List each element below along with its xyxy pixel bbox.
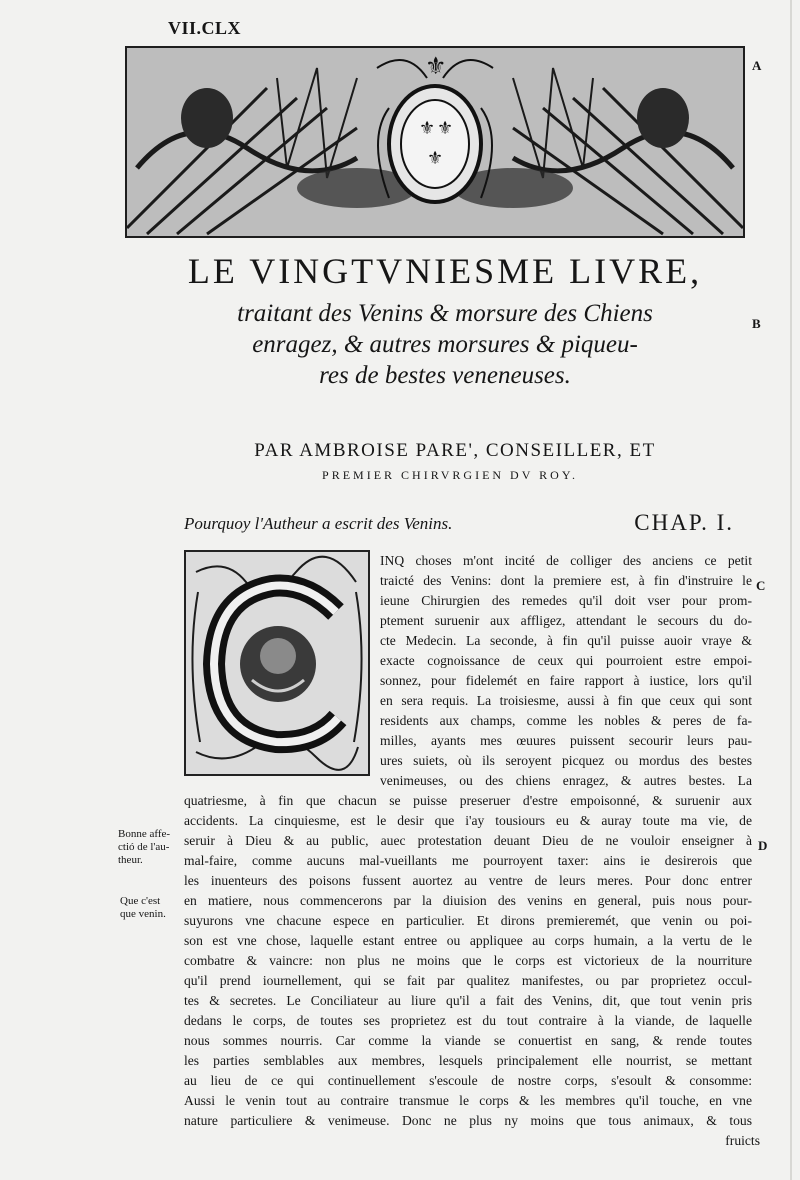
text-line: les inuenteurs des poisons fussent auortez au ventre de leurs meres. Pour donc entrer (184, 873, 752, 888)
chapter-title: Pourquoy l'Autheur a escrit des Venins. (184, 514, 453, 533)
page-number: VII.CLX (168, 18, 242, 38)
text-line: tes & secretes. Le Conciliateur au liure qu'il a fait des Venins, dit, que tout venin pris (184, 993, 752, 1008)
svg-text:⚜: ⚜ (425, 52, 447, 80)
author-line: PAR AMBROISE PARE', CONSEILLER, ET (254, 440, 656, 461)
marginal-note-line: Bonne affe- (118, 828, 171, 840)
text-line: son est vne chose, laquelle estant entree ou appliquee au corps humain, a la vertu de le (184, 933, 752, 948)
subtitle-line: res de bestes veneneuses. (319, 362, 571, 389)
chapter-heading (184, 510, 734, 536)
text-line: milles, ayants mes œuures puissent secourir leurs pau- (380, 733, 752, 748)
text-line: seruir à Dieu & au public, auec protestation deuant Dieu de ne vouloir enseigner à (184, 833, 752, 848)
text-line: Aussi le venin tout au contraire transmue le corps & les membres qu'il touche, en vne (184, 1093, 752, 1108)
text-line: nature particuliere & venimeuse. Donc ne plus ny moins que tous animaux, & tous (184, 1113, 752, 1128)
text-line: mal-faire, comme aucuns mal-vueillants me pourroyent taxer: ains ie desirerois que (184, 853, 752, 868)
svg-text:⚜: ⚜ (419, 118, 436, 139)
marginal-note-line: Que c'est (120, 895, 161, 907)
text-line: accidents. La cinquiesme, est le desir que i'ay tousiours eu & auray toute ma vie, de (184, 813, 752, 828)
marginal-note-line: ctió de l'au- (118, 841, 170, 853)
text-line: cte Medecin. La seconde, à fin qu'il puisse auoir vraye & (380, 633, 752, 648)
text-line: traicté des Venins: dont la premiere est, à fin d'instruire le (380, 573, 752, 588)
text-line: en sera requis. La troisiesme, aussi à fin que ceux qui sont (380, 693, 752, 708)
text-line: suyurons vne chacune espece en particulier. Et dirons premieremét, que venin ou poi- (184, 913, 752, 928)
subtitle-line: traitant des Venins & morsure des Chiens (237, 300, 653, 327)
marginal-note-line: que venin. (120, 908, 166, 920)
text-line: en matiere, nous commencerons par la diuision des venins en general, puis nous pour- (184, 893, 752, 908)
text-line: combatre & vaincre: non plus ne moins que le corps est victorieux de la nourriture (184, 953, 752, 968)
text-line: ures suiets, où ils seroyent picquez ou mordus des bestes (380, 753, 752, 768)
ornamental-headpiece (125, 46, 745, 238)
text-line: sonnez, pour fidelemét en faire rapport à iustice, lors qu'il (380, 673, 752, 688)
text-line: exacte cognoissance de ceux qui pourroient estre empoi- (380, 653, 752, 668)
catchword: fruicts (725, 1133, 760, 1148)
margin-letter-d: D (758, 838, 768, 853)
text-line: qu'il prend iournellement, qui se fait par qualitez manifestes, ou par proprietez occul- (184, 973, 752, 988)
book-title: LE VINGTVNIESME LIVRE, (187, 251, 703, 291)
book-subtitle (160, 298, 730, 391)
subtitle-line: enragez, & autres morsures & piqueu- (252, 331, 638, 358)
chapter-number: CHAP. I. (634, 510, 734, 535)
author-title-line: PREMIER CHIRVRGIEN DV ROY. (322, 468, 578, 482)
margin-letter-c: C (756, 578, 766, 593)
text-line: les parties semblables aux membres, lesquels principalement elle nourrist, se mettant (184, 1053, 752, 1068)
text-line: nous sommes nourris. Car comme la viande se conuertist en sang, & rende toutes (184, 1033, 752, 1048)
text-line: residents aux champs, comme les nobles & peres de fa- (380, 713, 752, 728)
text-line: ptement suruenir aux affligez, attendant le secours du do- (380, 613, 752, 628)
text-line: dedans le corps, de toutes ses proprietez est du tout contraire à la viande, de laquelle (184, 1013, 752, 1028)
text-line: INQ choses m'ont incité de colliger des anciens ce petit (380, 553, 752, 568)
text-line: ieune Chirurgien des remedes qu'il doit vser pour prom- (380, 593, 752, 608)
page-fold (790, 0, 792, 1180)
svg-text:⚜: ⚜ (427, 148, 444, 169)
margin-letter-b: B (752, 316, 761, 331)
text-line: quatriesme, à fin que chacun se puisse preseruer d'estre empoisonné, & suruenir aux (184, 793, 752, 808)
text-line: venimeuses, ou des chiens enragez, & autres bestes. La (380, 773, 752, 788)
decorated-initial (184, 550, 370, 776)
margin-letter-a: A (752, 58, 762, 73)
marginal-note (120, 895, 166, 921)
text-line: au lieu de ce qui continuellement s'escoule de nostre corps, s'esoult & consomme: (184, 1073, 752, 1088)
marginal-note (118, 828, 170, 867)
svg-text:⚜: ⚜ (437, 118, 454, 139)
marginal-note-line: theur. (118, 854, 143, 866)
